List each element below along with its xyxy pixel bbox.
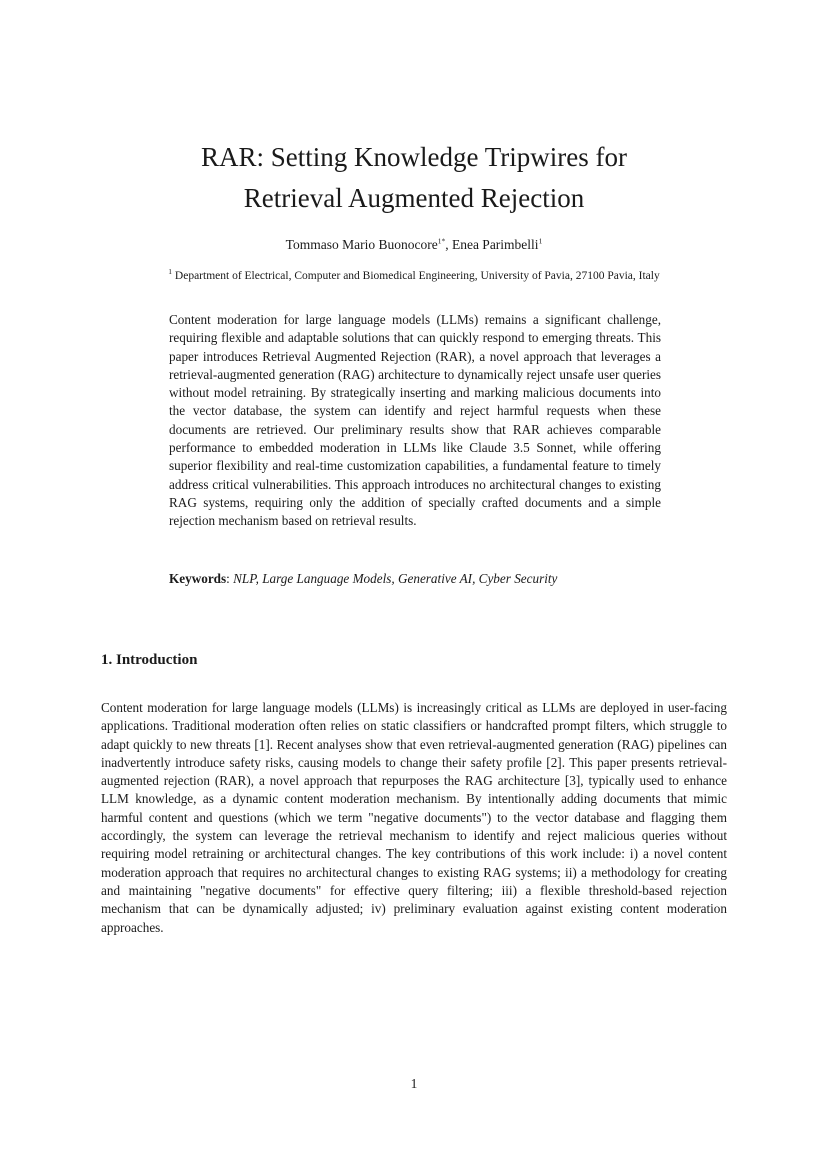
section-heading: 1. Introduction: [101, 652, 198, 668]
author-affiliation-mark: 1: [538, 236, 543, 246]
author-list: [0, 236, 828, 254]
keywords: [169, 570, 661, 588]
page-number: 1: [410, 1076, 418, 1091]
author-separator: ,: [445, 237, 452, 252]
author-name: Tommaso Mario Buonocore: [285, 237, 438, 252]
affiliation-text: Department of Electrical, Computer and Biomedical Engineering, University of Pavia, 27100 Pavia, Italy: [172, 270, 660, 282]
author-name: Enea Parimbelli: [451, 237, 539, 252]
paper-title-line-1: RAR: Setting Knowledge Tripwires for: [200, 142, 627, 172]
keywords-values: NLP, Large Language Models, Generative AI, Cyber Security: [233, 571, 558, 586]
affiliation-mark: 1: [168, 267, 173, 277]
keywords-label: Keywords: [169, 571, 227, 586]
paper-title: [0, 137, 828, 219]
keywords-colon: :: [226, 571, 234, 586]
affiliation: [0, 268, 828, 284]
author-affiliation-mark: 1*: [437, 236, 446, 246]
paper-title-line-2: Retrieval Augmented Rejection: [243, 183, 585, 213]
section-body: Content moderation for large language models (LLMs) is increasingly critical as LLMs are deployed in user-facing applications. Traditional moderation often relies on static classifiers or handcrafted prompt filters, which struggle to adapt quickly to new threats [1]. Recent analyses show that even retrieval-augmented generation (RAG) pipelines can inadvertently introduce safety risks, causing models to change their safety profile [2]. This paper presents retrieval-augmented rejection (RAR), a novel approach that repurposes the RAG architecture [3], typically used to enhance LLM knowledge, as a dynamic content moderation mechanism. By intentionally adding documents that mimic harmful content and questions (which we term "negative documents") to the vector database and flagging them accordingly, the system can leverage the retrieval mechanism to identify and reject malicious queries without requiring model retraining or architectural changes. The key contributions of this work include: i) a novel content moderation approach that requires no architectural changes to existing RAG systems; ii) a methodology for creating and maintaining "negative documents" for effective query filtering; iii) a flexible threshold-based rejection mechanism that can be dynamically adjusted; iv) preliminary evaluation against existing content moderation approaches.: [101, 700, 727, 935]
abstract: Content moderation for large language models (LLMs) remains a significant challenge, requiring flexible and adaptable solutions that can quickly respond to emerging threats. This paper introduces Retrieval Augmented Rejection (RAR), a novel approach that leverages a retrieval-augmented generation (RAG) architecture to dynamically reject unsafe user queries without model retraining. By strategically inserting and marking malicious documents into the vector database, the system can identify and reject harmful requests when these documents are retrieved. Our preliminary results show that RAR achieves comparable performance to embedded moderation in LLMs like Claude 3.5 Sonnet, while offering superior flexibility and real-time customization capabilities, a fundamental feature to timely address critical vulnerabilities. This approach introduces no architectural changes to existing RAG systems, requiring only the addition of specially crafted documents and a simple rejection mechanism based on retrieval results.: [169, 312, 661, 529]
